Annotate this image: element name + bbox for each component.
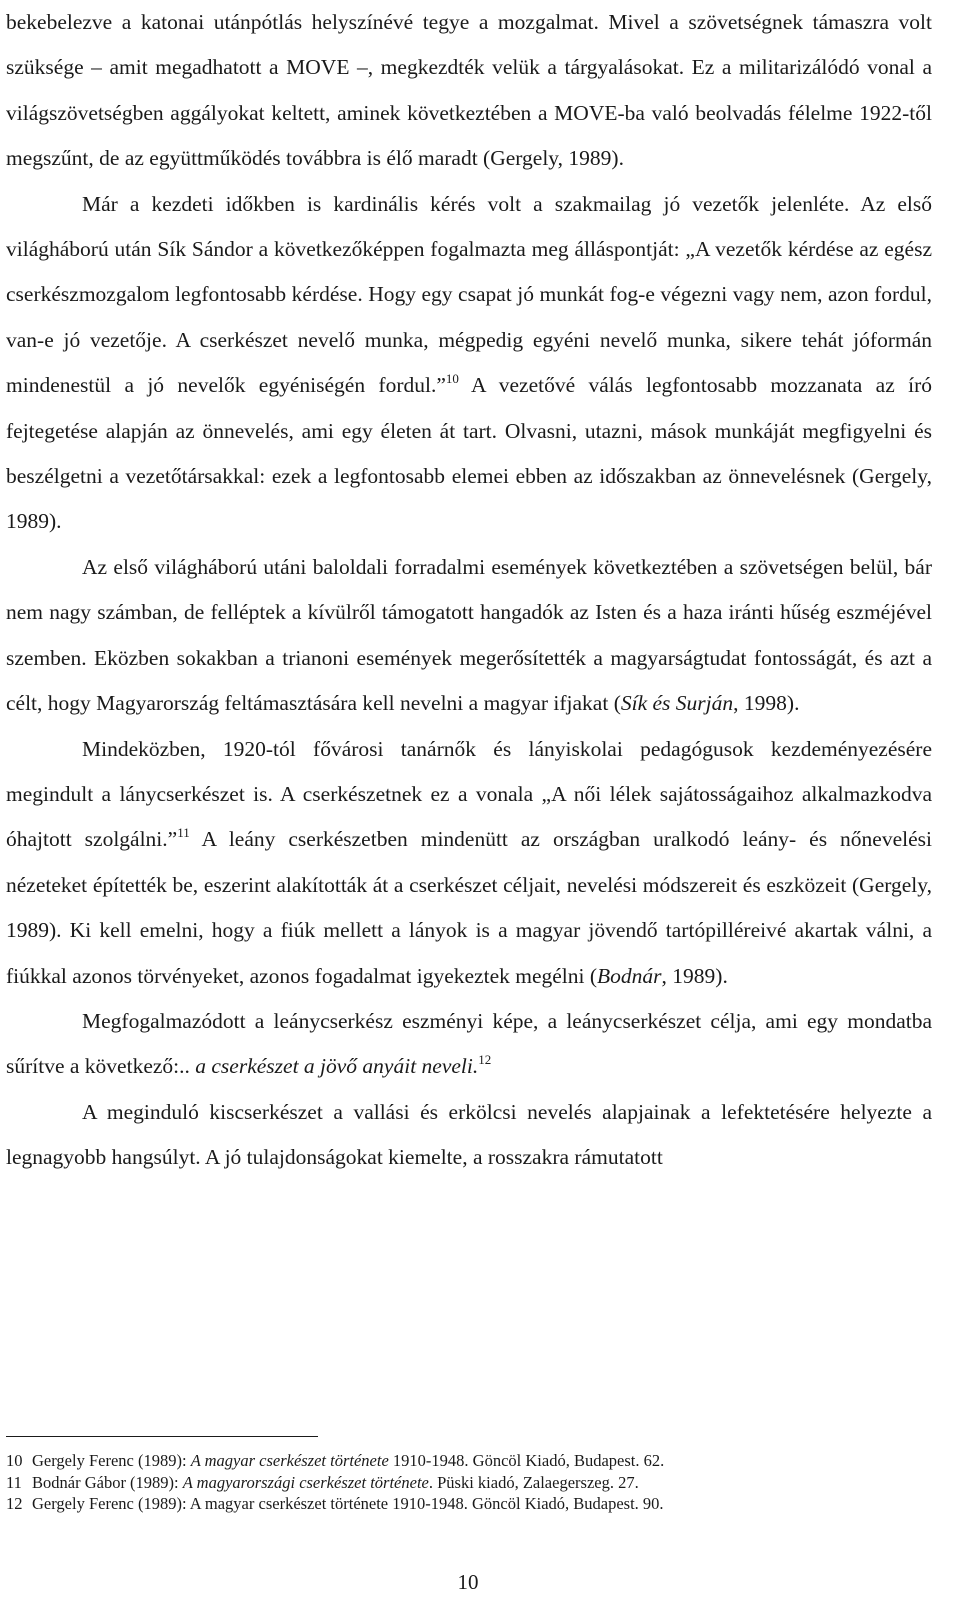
paragraph-text: , 1989).: [661, 963, 728, 988]
footnote-title: A magyarországi cserkészet története: [182, 1472, 429, 1492]
footnote-rest: . Püski kiadó, Zalaegerszeg. 27.: [428, 1472, 639, 1492]
paragraph-text: , 1998).: [733, 691, 800, 716]
footnote-separator: [6, 1436, 318, 1437]
paragraph-1: [6, 0, 932, 182]
paragraph-text: Az első világháború utáni baloldali forradalmi események következtében a szövetségen belül, bár nem nagy számban, de felléptek a kívülről támogatott hangadók az Isten és a haza iránti hűség eszméjével szemben. Eközben sokakban a trianoni események megerősítették a magyarságtudat fontosságát, és azt a célt, hogy Magyarország feltámasztására kell nevelni a magyar ifjakat (: [6, 554, 932, 716]
paragraph-3: [6, 545, 932, 727]
paragraph-text: A leány cserkészetben mindenütt az országban uralkodó leány- és nőnevelési nézeteket építették be, eszerint alakították át a cserkészet céljait, nevelési módszereit és eszközeit (Gergely, 1989). Ki kell emelni, hogy a fiúk mellett a lányok is a magyar jövendő tartópilléreivé akartak válni, a fiúkkal azonos törvényeket, azonos fogadalmat igyekeztek megélni (: [6, 827, 932, 988]
footnote-number: 11: [6, 1472, 22, 1492]
footnote-ref-11[interactable]: 11: [177, 825, 190, 841]
footnote-ref-10[interactable]: 10: [445, 371, 459, 387]
paragraph-text: bekebelezve a katonai utánpótlás helyszínévé tegye a mozgalmat. Mivel a szövetségnek támaszra volt szüksége – amit megadhatott a MOVE –, megkezdték velük a tárgyalásokat. Ez a militarizálódó vonal a világszövetségben aggályokat keltett, aminek következtében a MOVE-ba való beolvadás félelme 1922-től megszűnt, de az együttműködés továbbra is élő maradt (Gergely, 1989).: [6, 10, 932, 171]
quote-text: a cserkészet a jövő anyáit neveli.: [195, 1054, 479, 1079]
footnote-rest: 1910-1948. Göncöl Kiadó, Budapest. 62.: [388, 1451, 665, 1470]
footnote-10: [6, 1450, 932, 1472]
footnote-title: A magyar cserkészet története: [190, 1451, 389, 1470]
footnote-ref-12[interactable]: 12: [478, 1052, 492, 1068]
footnote-author: Bodnár Gábor (1989):: [32, 1472, 183, 1492]
footnote-number: 12: [6, 1494, 23, 1513]
footnotes: [6, 1450, 932, 1515]
paragraph-6: [6, 1090, 932, 1181]
paragraph-2: [6, 182, 932, 545]
paragraph-text: Megfogalmazódott a leánycserkész eszményi képe, a leánycserkészet célja, ami egy mondatba sűrítve a következő:..: [6, 1008, 932, 1079]
paragraph-4: [6, 727, 932, 999]
paragraph-text: A meginduló kiscserkészet a vallási és erkölcsi nevelés alapjainak a lefektetésére helyezte a legnagyobb hangsúlyt. A jó tulajdonságokat kiemelte, a rosszakra rámutatott: [6, 1099, 932, 1170]
paragraph-text: Mindeközben, 1920-tól fővárosi tanárnők és lányiskolai pedagógusok kezdeményezésére megindult a lánycserkészet is. A cserkészetnek ez a vonala „A női lélek sajátosságaihoz alkalmazkodva óhajtott szolgálni.”: [6, 736, 932, 852]
footnote-author: Gergely Ferenc (1989): A magyar cserkészet története 1910-1948. Göncöl Kiadó, Budapest. 90.: [32, 1494, 664, 1513]
footnote-11: [6, 1472, 932, 1494]
footnote-number: 10: [6, 1451, 23, 1470]
paragraph-5: [6, 999, 932, 1090]
paragraph-text: A vezetővé válás legfontosabb mozzanata az író fejtegetése alapján az önnevelés, ami egy életen át tart. Olvasni, utazni, mások munkáját megfigyelni és beszélgetni a vezetőtársakkal: ezek a legfontosabb elemei ebben az időszakban az önnevelésnek (Gergely, 1989).: [6, 373, 932, 534]
page-number: 10: [457, 1570, 479, 1594]
citation-author: Sík és Surján: [620, 691, 734, 716]
citation-author: Bodnár: [597, 963, 662, 988]
footnote-12: [6, 1493, 932, 1515]
document-page: [6, 0, 932, 1181]
footnote-author: Gergely Ferenc (1989):: [32, 1451, 191, 1470]
paragraph-text: Már a kezdeti időkben is kardinális kérés volt a szakmailag jó vezetők jelenléte. Az első világháború után Sík Sándor a következőképpen fogalmazta meg álláspontját: „A vezetők kérdése az egész cserkészmozgalom legfontosabb kérdése. Hogy egy csapat jó munkát fog-e végezni vagy nem, azon fordul, van-e jó vezetője. A cserkészet nevelő munka, mégpedig egyéni nevelő munka, sikere tehát jóformán mindenestül a jó nevelők egyéniségén fordul.”: [6, 191, 932, 398]
